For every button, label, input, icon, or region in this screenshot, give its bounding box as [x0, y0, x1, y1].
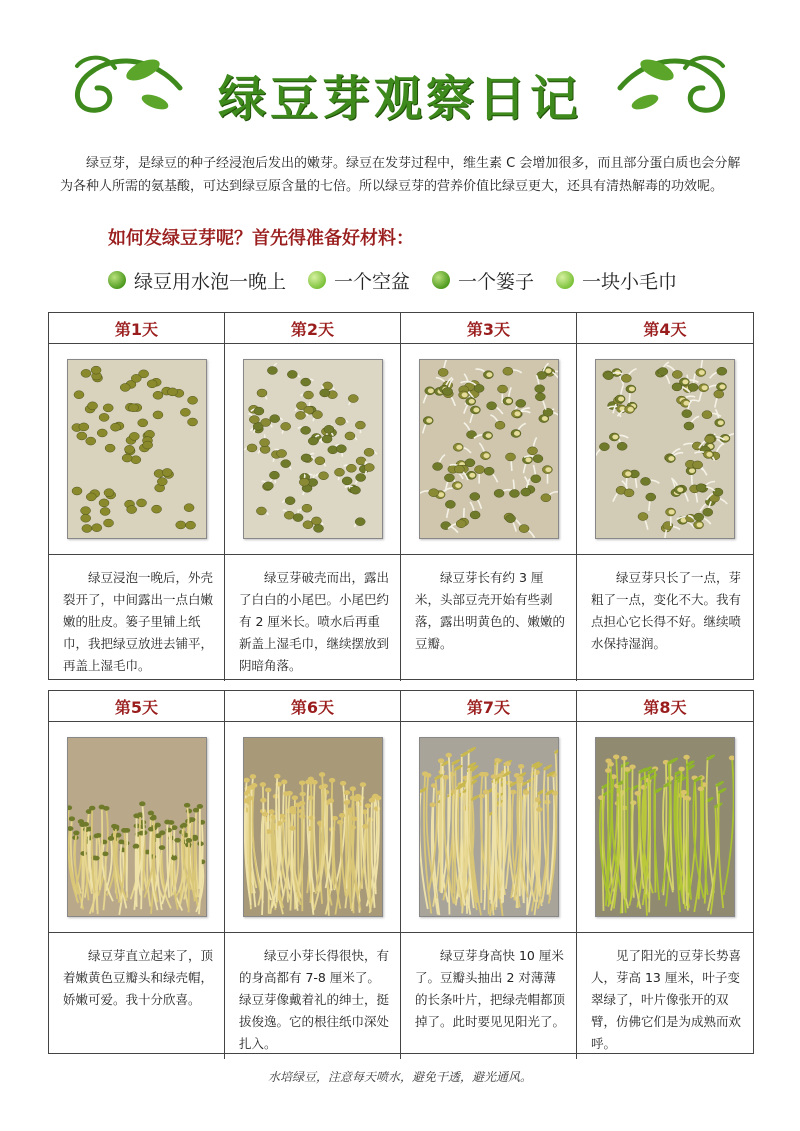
sprout-photo-day7	[419, 737, 559, 917]
sprout-photo-day8	[595, 737, 735, 917]
green-dot-icon	[108, 271, 126, 289]
day-caption: 绿豆芽破壳而出，露出了白白的小尾巴。小尾巴约有 2 厘米长。喷水后再重新盖上湿毛巾，继续摆放到阴暗角落。	[239, 570, 390, 673]
sprout-photo-day5	[67, 737, 207, 917]
day-caption: 绿豆芽直立起来了，顶着嫩黄色豆瓣头和绿壳帽，娇嫩可爱。我十分欣喜。	[63, 948, 214, 1007]
day-cell-4	[577, 313, 753, 681]
day-title: 第2天	[225, 313, 400, 344]
material-label: 一个空盆	[334, 270, 411, 293]
day-caption: 绿豆浸泡一晚后，外壳裂开了，中间露出一点白嫩嫩的肚皮。篓子里铺上纸巾，我把绿豆放进去铺平，再盖上湿毛巾。	[63, 570, 214, 673]
material-item	[108, 267, 286, 294]
day-cell-3	[401, 313, 577, 681]
day-cell-8	[577, 691, 753, 1059]
swirl-right-ornament	[615, 48, 745, 128]
day-cell-5	[49, 691, 225, 1059]
page-title: 绿豆芽观察日记	[217, 71, 582, 127]
sprout-photo-day2	[243, 359, 383, 539]
day-caption: 绿豆芽身高快 10 厘米了。豆瓣头抽出 2 对薄薄的长条叶片，把绿壳帽都顶掉了。此时要见见阳光了。	[415, 948, 566, 1029]
day-cell-7	[401, 691, 577, 1059]
material-label: 一块小毛巾	[582, 270, 678, 293]
sprout-photo-day3	[419, 359, 559, 539]
green-dot-icon	[308, 271, 326, 289]
day-cell-6	[225, 691, 401, 1059]
footer-note: 水培绿豆，注意每天喷水，避免干透，避光通风。	[267, 1070, 532, 1084]
material-item	[308, 267, 410, 294]
diary-table-week2	[48, 690, 754, 1054]
intro-paragraph: 绿豆芽，是绿豆的种子经浸泡后发出的嫩芽。绿豆在发芽过程中，维生素 C 会增加很多，而且部分蛋白质也会分解为各种人所需的氨基酸，可达到绿豆原含量的七倍。所以绿豆芽的营养价值比绿豆更大，还具有清热解毒的功效呢。	[60, 156, 741, 194]
day-title: 第5天	[49, 691, 224, 722]
diary-table-week1	[48, 312, 754, 680]
sprout-photo-day4	[595, 359, 735, 539]
day-title: 第3天	[401, 313, 576, 344]
day-caption: 绿豆芽只长了一点，芽粗了一点，变化不大。我有点担心它长得不好。继续喷水保持湿润。	[591, 570, 742, 651]
day-title: 第7天	[401, 691, 576, 722]
materials-list	[108, 262, 748, 298]
header	[0, 48, 800, 138]
material-label: 绿豆用水泡一晚上	[134, 270, 287, 293]
day-title: 第6天	[225, 691, 400, 722]
material-item	[556, 267, 677, 294]
green-dot-icon	[556, 271, 574, 289]
green-dot-icon	[432, 271, 450, 289]
day-caption: 见了阳光的豆芽长势喜人，芽高 13 厘米，叶子变翠绿了，叶片像张开的双臂，仿佛它们是为成熟而欢呼。	[591, 948, 742, 1051]
day-caption: 绿豆小芽长得很快，有的身高都有 7-8 厘米了。绿豆芽像戴着礼的绅士，挺拔俊逸。它的根往纸巾深处扎入。	[239, 948, 390, 1051]
sprout-photo-day6	[243, 737, 383, 917]
day-cell-2	[225, 313, 401, 681]
sprout-photo-day1	[67, 359, 207, 539]
day-title: 第1天	[49, 313, 224, 344]
materials-question: 如何发绿豆芽呢？首先得准备好材料：	[108, 228, 414, 249]
day-title: 第4天	[577, 313, 753, 344]
day-title: 第8天	[577, 691, 753, 722]
material-label: 一个篓子	[458, 270, 535, 293]
day-caption: 绿豆芽长有约 3 厘米，头部豆壳开始有些剥落，露出明黄色的、嫩嫩的豆瓣。	[415, 570, 566, 651]
day-cell-1	[49, 313, 225, 681]
material-item	[432, 267, 534, 294]
